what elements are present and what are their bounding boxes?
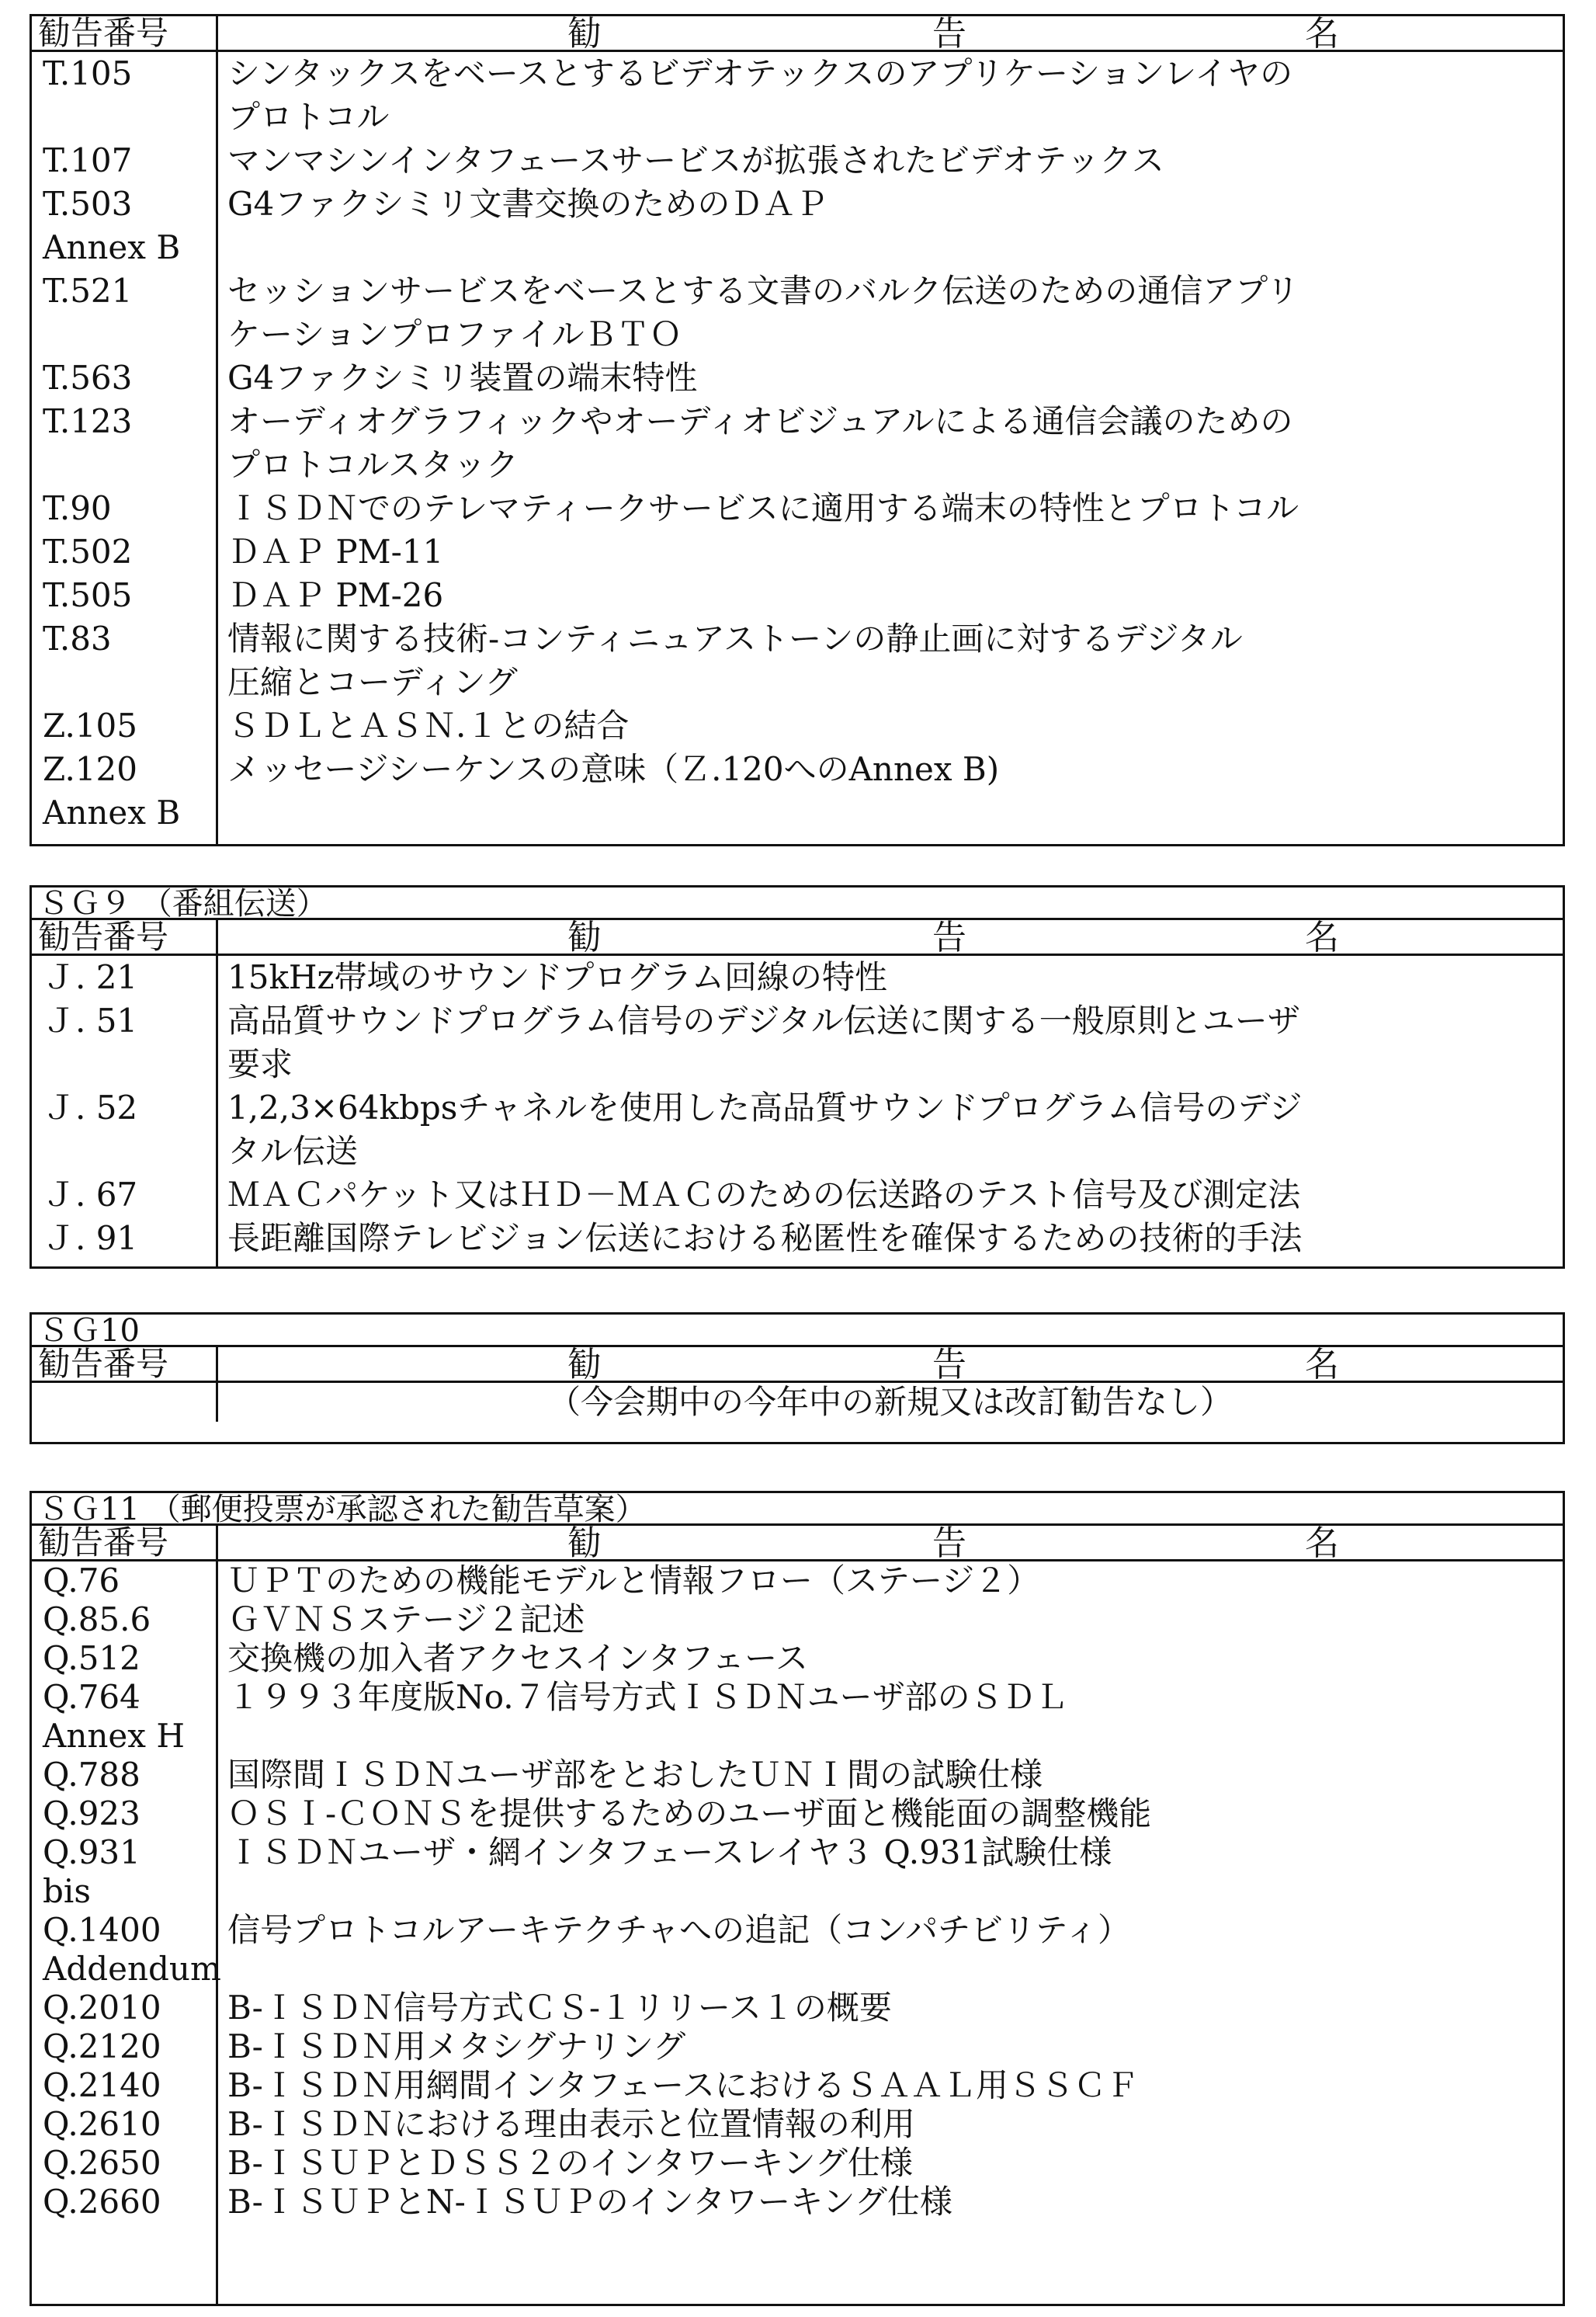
number-cell [32,1383,218,1422]
header-name-part: 名 [1305,1345,1339,1384]
name-column [218,52,1563,844]
recommendation-title-line [218,1950,1563,1989]
recommendation-number: Q.2010 [43,1989,161,2027]
recommendation-title-line: ＤＡＰ PM-11 [227,533,444,571]
header-number-label: 勧告番号 [32,1526,218,1559]
name-column [218,1561,1563,2304]
header-name-label [218,1523,1563,1563]
header-name-part: 名 [1305,918,1339,957]
recommendation-title-line: G4ファクシミリ装置の端末特性 [227,359,698,397]
recommendation-number-suffix: Annex B [43,794,181,832]
recommendation-title-line: ＯＳＩ-ＣＯＮＳを提供するためのユーザ面と機能面の調整機能 [227,1794,1152,1832]
recommendation-title-line [218,1717,1563,1756]
recommendation-title-line: ＧＶＮＳステージ２記述 [227,1600,585,1638]
recommendation-title-line: B-ＩＳＤＮ用網間インタフェースにおけるＳＡＡＬ用ＳＳＣＦ [227,2066,1139,2104]
header-name-label [218,918,1563,957]
sg9-table [29,885,1565,1269]
table-header [32,1347,1563,1383]
table-header [32,920,1563,956]
recommendation-title-line: メッセージシーケンスの意味（Ｚ.120へのAnnex B) [227,750,1000,788]
recommendation-number: Ｊ. 91 [43,1219,138,1257]
recommendation-number: T.505 [43,576,133,614]
recommendation-title-line: B-ＩＳＵＰとＤＳＳ２のインタワーキング仕様 [227,2144,913,2182]
recommendation-title-line [218,226,1563,269]
recommendation-title-line: B-ＩＳＤＮにおける理由表示と位置情報の利用 [227,2105,915,2143]
recommendation-title-line: セッションサービスをベースとする文書のバルク伝送のための通信アプリ [227,272,1299,310]
recommendation-title-line [218,791,1563,835]
header-name-part: 告 [932,918,966,957]
recommendation-number-suffix [32,1130,216,1173]
recommendation-title-line: ＩＳＤＮユーザ・網インタフェースレイヤ３ Q.931試験仕様 [227,1833,1112,1871]
recommendation-number: T.502 [43,533,133,571]
recommendation-title-line: B-ＩＳＤＮ信号方式ＣＳ-１リリース１の概要 [227,1989,892,2027]
header-name-label [218,14,1563,54]
recommendation-number: Q.931 [43,1833,141,1871]
recommendation-number: T.123 [43,402,133,440]
recommendation-number: T.90 [43,489,112,527]
recommendation-title-line: ＤＡＰ PM-26 [227,576,444,614]
recommendation-title-line: ＭＡＣパケット又はＨＤ－ＭＡＣのための伝送路のテスト信号及び測定法 [227,1176,1301,1214]
name-column [218,956,1563,1266]
recommendation-number-suffix [32,443,216,487]
recommendation-title-line [218,1872,1563,1911]
recommendation-title-line: プロトコル [227,98,390,136]
recommendation-title-line: 情報に関する技術-コンティニュアストーンの静止画に対するデジタル [227,620,1243,658]
recommendation-number-suffix [32,661,216,704]
recommendation-number-suffix [32,96,216,139]
recommendation-title-line: プロトコルスタック [227,446,519,484]
recommendation-number: Ｊ. 67 [43,1176,138,1214]
recommendation-title-line: 1,2,3×64kbpsチャネルを使用した高品質サウンドプログラム信号のデジ [227,1089,1303,1127]
section-title: ＳＧ９ （番組伝送） [32,888,1563,920]
recommendation-number-suffix: bis [43,1872,91,1910]
recommendation-number: Q.2610 [43,2105,161,2143]
recommendation-title-line: ＳＤＬとＡＳＮ.１との結合 [227,707,630,745]
table-row [32,1383,1563,1422]
sg11-table [29,1491,1565,2306]
header-name-part: 名 [1305,1523,1339,1563]
recommendation-title-line: ケーションプロファイルＢＴＯ [227,315,682,353]
recommendation-number: Z.120 [43,750,137,788]
header-name-part: 告 [932,1523,966,1563]
number-column [32,1561,221,2304]
recommendation-number: Q.2650 [43,2144,161,2182]
recommendation-number: Q.512 [43,1639,141,1677]
recommendation-number-suffix [32,1043,216,1086]
recommendation-title-line: 交換機の加入者アクセスインタフェース [227,1639,809,1677]
recommendation-number: T.563 [43,359,133,397]
recommendation-number: Q.85.6 [43,1600,151,1638]
recommendation-number: Ｊ. 52 [43,1089,138,1127]
recommendation-number: T.107 [43,141,133,179]
recommendation-number: Q.764 [43,1678,141,1716]
recommendation-number: Q.76 [43,1561,120,1600]
recommendation-title-line: B-ＩＳＤＮ用メタシグナリング [227,2027,686,2065]
recommendation-title-line: 高品質サウンドプログラム信号のデジタル伝送に関する一般原則とユーザ [227,1002,1300,1040]
recommendation-number: Ｊ. 21 [43,958,138,996]
recommendation-title-line: タル伝送 [227,1132,359,1170]
recommendation-number: Ｊ. 51 [43,1002,138,1040]
recommendation-number: Z.105 [43,707,137,745]
section-title: ＳＧ10 [32,1315,1563,1347]
recommendation-number-suffix: Annex H [43,1717,185,1755]
table-header [32,16,1563,52]
recommendation-title-line: １９９３年度版No.７信号方式ＩＳＤＮユーザ部のＳＤＬ [227,1678,1068,1716]
recommendation-title-line: 15kHz帯域のサウンドプログラム回線の特性 [227,958,887,996]
recommendation-number-suffix [32,313,216,356]
recommendation-number: Q.2140 [43,2066,161,2104]
recommendation-title-line: B-ＩＳＵＰとN-ＩＳＵＰのインタワーキング仕様 [227,2183,952,2221]
recommendation-title-line: 信号プロトコルアーキテクチャへの追記（コンパチビリティ） [227,1911,1130,1949]
recommendation-number-suffix: Addendum [43,1950,221,1988]
header-name-part: 勧 [567,1345,602,1384]
recommendation-number: T.521 [43,272,133,310]
header-number-label: 勧告番号 [32,1347,218,1381]
recommendation-title-line: 要求 [227,1045,293,1083]
section-title: ＳＧ11 （郵便投票が承認された勧告草案） [32,1493,1563,1526]
header-name-part: 告 [932,14,966,54]
recommendation-title-line: オーディオグラフィックやオーディオビジュアルによる通信会議のための [227,402,1293,440]
header-name-part: 勧 [567,918,602,957]
recommendation-number: Q.923 [43,1794,141,1832]
number-column [32,956,218,1266]
header-name-part: 告 [932,1345,966,1384]
header-number-label: 勧告番号 [32,920,218,954]
recommendation-title-line: シンタックスをベースとするビデオテックスのアプリケーションレイヤの [227,54,1293,92]
recommendation-number: T.503 [43,185,133,223]
recommendation-number: Q.2660 [43,2183,161,2221]
recommendation-number: Q.1400 [43,1911,161,1949]
header-number-label: 勧告番号 [32,16,218,50]
number-column [32,52,218,844]
recommendation-number: T.105 [43,54,133,92]
recommendation-title-line: ＩＳＤＮでのテレマティークサービスに適用する端末の特性とプロトコル [227,489,1299,527]
recommendation-title-line: 長距離国際テレビジョン伝送における秘匿性を確保するための技術的手法 [227,1219,1303,1257]
recommendation-title-line: ＵＰＴのための機能モデルと情報フロー（ステージ２） [227,1561,1040,1600]
recommendation-number-suffix: Annex B [43,228,181,266]
table-header [32,1523,1563,1563]
recommendation-number: T.83 [43,620,112,658]
sg10-table [29,1312,1565,1444]
header-name-part: 勧 [567,1523,602,1563]
header-name-part: 名 [1305,14,1339,54]
recommendation-title-line: 国際間ＩＳＤＮユーザ部をとおしたＵＮＩ間の試験仕様 [227,1756,1043,1794]
recommendation-title-line: G4ファクシミリ文書交換のためのＤＡＰ [227,185,828,223]
no-recommendation-note: （今会期中の今年中の新規又は改訂勧告なし） [547,1383,1233,1421]
header-name-label [218,1345,1563,1384]
recommendation-title-line: 圧縮とコーディング [227,663,518,701]
sg8-table [29,14,1565,846]
recommendation-number: Q.2120 [43,2027,161,2065]
recommendation-title-line: マンマシンインタフェースサービスが拡張されたビデオテックス [227,141,1164,179]
recommendation-number: Q.788 [43,1756,141,1794]
header-name-part: 勧 [567,14,602,54]
